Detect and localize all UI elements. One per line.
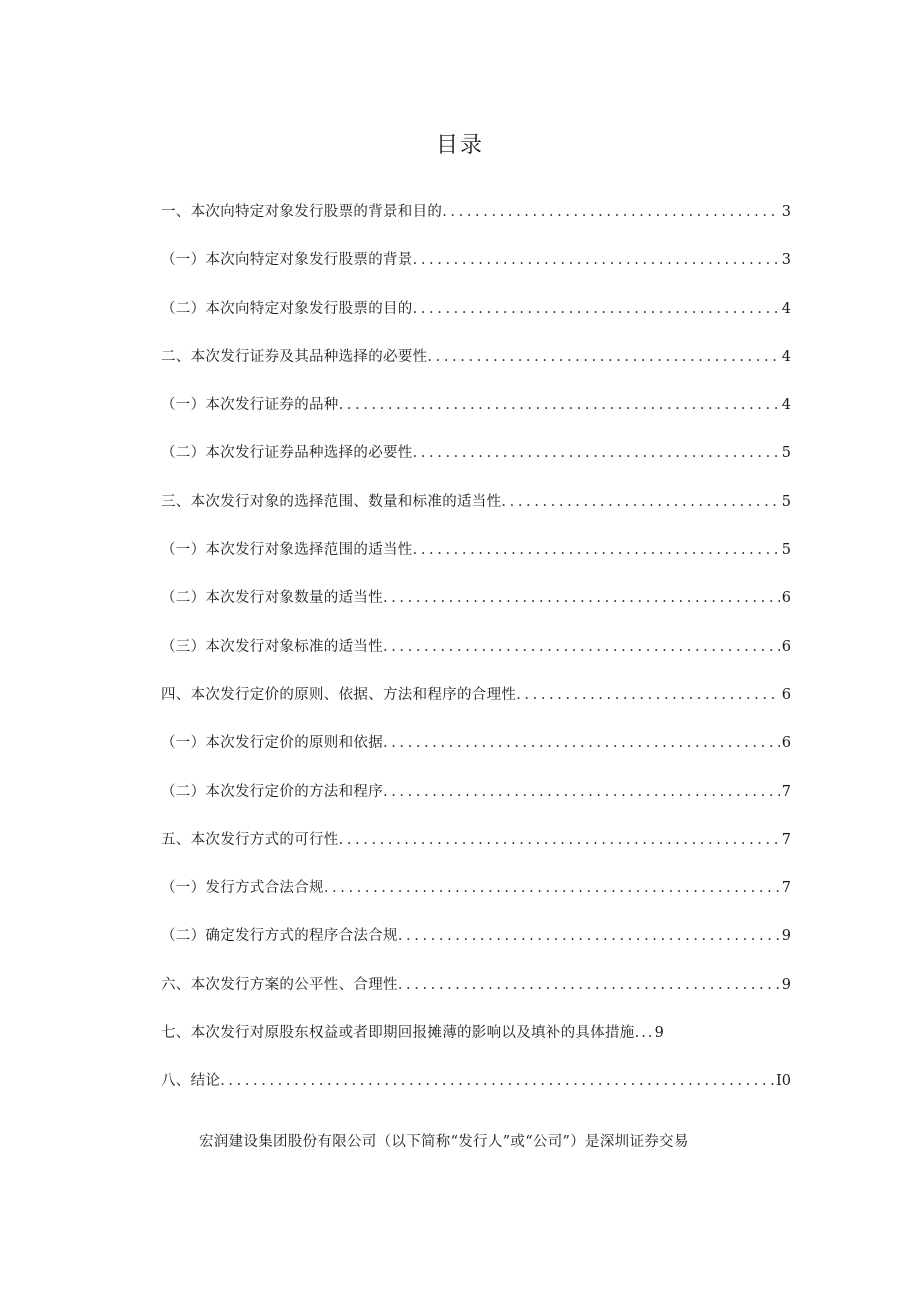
toc-page-number: 7 [781,831,791,848]
toc-dot-leader [413,536,780,564]
toc-title: 目录 [435,133,484,158]
toc-page-number: 6 [781,638,791,655]
toc-entry[interactable] [161,536,791,584]
toc-entry-label: （一）本次发行定价的原则和依据 [161,735,383,752]
toc-entry[interactable] [161,826,791,874]
toc-dot-leader [442,198,780,226]
toc-dot-leader [339,391,780,419]
toc-page-number: 6 [781,686,791,703]
toc-entry[interactable] [161,681,791,729]
toc-entry[interactable] [161,343,791,391]
toc-dot-leader [383,633,780,661]
toc-entry[interactable] [161,391,791,439]
toc-dot-leader [413,439,780,467]
toc-page-number: 9 [654,1025,664,1042]
toc-dot-leader [383,584,780,612]
toc-entry-label: （二）确定发行方式的程序合法合规 [161,928,398,945]
toc-page-number: 5 [781,493,791,510]
toc-entry-label: （二）本次向特定对象发行股票的目的 [161,300,413,317]
toc-entry[interactable] [161,729,791,777]
toc-entry[interactable] [161,246,791,294]
toc-entry[interactable] [161,198,791,246]
toc-entry-label: （三）本次发行对象标准的适当性 [161,638,383,655]
table-of-contents [161,198,791,1116]
toc-entry-label: 五、本次发行方式的可行性 [161,831,339,848]
toc-page-number: 3 [781,204,791,220]
toc-entry[interactable] [161,633,791,681]
toc-page-number: 6 [781,735,791,752]
toc-entry-label: 七、本次发行对原股东权益或者即期回报摊薄的影响以及填补的具体措施 [161,1025,635,1042]
toc-entry[interactable] [161,1067,791,1115]
toc-entry[interactable] [161,1019,791,1067]
toc-dot-leader [413,246,780,274]
toc-dot-leader [413,295,780,323]
toc-entry-label: 六、本次发行方案的公平性、合理性 [161,976,398,993]
toc-page-number: 5 [781,542,791,559]
toc-dot-leader [383,778,780,806]
toc-entry-label: 二、本次发行证券及其品种选择的必要性 [161,348,428,365]
toc-entry[interactable] [161,439,791,487]
toc-entry-label: （二）本次发行证券品种选择的必要性 [161,445,413,462]
toc-entry[interactable] [161,584,791,632]
toc-entry-label: 四、本次发行定价的原则、依据、方法和程序的合理性 [161,686,517,703]
toc-dot-leader [516,681,780,709]
toc-page-number: 4 [781,300,791,317]
toc-page-number: I0 [776,1073,791,1090]
toc-entry[interactable] [161,488,791,536]
toc-dot-leader [398,922,780,950]
toc-entry-label: 一、本次向特定对象发行股票的背景和目的 [161,204,443,220]
toc-entry[interactable] [161,874,791,922]
toc-page-number: 7 [781,880,791,897]
toc-dot-leader [398,971,780,999]
toc-entry[interactable] [161,778,791,826]
toc-entry-label: （二）本次发行对象数量的适当性 [161,590,383,607]
toc-entry-label: （一）本次向特定对象发行股票的背景 [161,252,413,269]
toc-dot-leader [383,729,780,757]
toc-dot-leader [220,1067,774,1095]
toc-dot-leader [501,488,779,516]
toc-dot-leader [339,826,780,854]
toc-entry-label: 三、本次发行对象的选择范围、数量和标准的适当性 [161,493,502,510]
body-paragraph: 宏润建设集团股份有限公司（以下简称“发行人”或“公司”）是深圳证券交易 [199,1134,689,1150]
toc-page-number: 3 [781,252,791,269]
toc-entry[interactable] [161,922,791,970]
toc-entry[interactable] [161,971,791,1019]
toc-dot-leader [427,343,779,371]
toc-page-number: 4 [781,348,791,365]
toc-page-number: 9 [781,976,791,993]
toc-entry-label: （二）本次发行定价的方法和程序 [161,783,383,800]
toc-page-number: 6 [781,590,791,607]
toc-page-number: 9 [781,928,791,945]
toc-page-number: 7 [781,783,791,800]
toc-entry-label: （一）本次发行对象选择范围的适当性 [161,542,413,559]
toc-page-number: 4 [781,397,791,414]
toc-entry-label: （一）发行方式合法合规 [161,880,324,897]
toc-entry-label: （一）本次发行证券的品种 [161,397,339,414]
toc-page-number: 5 [781,445,791,462]
toc-dot-leader [324,874,780,902]
toc-dot-leader [635,1019,653,1047]
toc-entry[interactable] [161,295,791,343]
toc-entry-label: 八、结论 [161,1073,221,1090]
